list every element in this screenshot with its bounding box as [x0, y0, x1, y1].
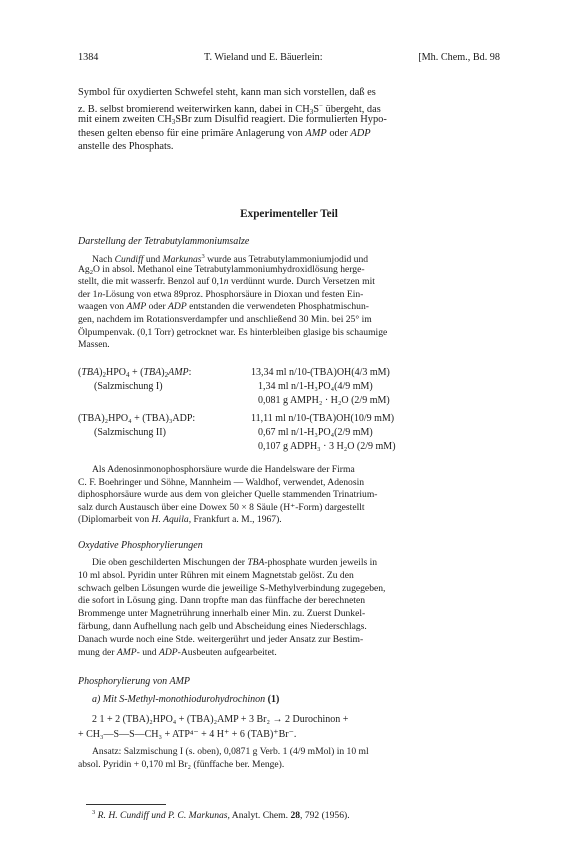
- paragraph-preparation: [78, 251, 500, 352]
- intro-line-3: mit einem zweiten CH3SBr zum Disulfid reagiert. Die formulierten Hypo-: [78, 114, 387, 126]
- sources-line-4: salz durch Austausch über eine Dowex 50 × 8 Säule (H⁺-Form) dargestellt: [78, 501, 365, 513]
- mixture-1-label: (Salzmischung I): [94, 381, 163, 392]
- mixture-2-reagent-3: 0,107 g ADPH₃ · 3 H₂O (2/9 mM): [258, 441, 396, 452]
- sources-line-3: diphosphorsäure wurde aus dem von gleicher Quelle stammenden Trinatrium-: [78, 489, 378, 501]
- oxid-line-7: Danach wurde noch eine Stde. weitergerührt und jeder Ansatz zur Bestim-: [78, 633, 364, 645]
- intro-line-1: Symbol für oxydierten Schwefel steht, kann man sich vorstellen, daß es: [78, 87, 376, 98]
- subsection-heading-oxidative: Oxydative Phosphorylierungen: [78, 540, 203, 551]
- prep-line-8: Massen.: [78, 339, 110, 351]
- prep-line-1: Nach Cundiff und Markunas$^3$ wurde aus Tetrabutylammoniumjodid und: [92, 253, 369, 265]
- oxid-line-8: mung der AMP- und ADP-Ausbeuten aufgearbeitet.: [78, 646, 277, 658]
- subsection-heading-tba-salts: Darstellung der Tetrabutylammoniumsalze: [78, 236, 250, 247]
- prep-line-3: stellt, die mit wasserfr. Benzol auf 0,1n verdünnt wurde. Durch Versetzen mit: [78, 276, 375, 288]
- page-number: 1384: [78, 52, 99, 63]
- mixture-1-reagent-1: 13,34 ml n/10-(TBA)OH(4/3 mM): [251, 367, 390, 378]
- mixture-1-formula: $(TBA)_2HPO_4 + (TBA)_2AMP$:: [78, 367, 192, 379]
- intro-line-5: anstelle des Phosphats.: [78, 141, 174, 152]
- prep-line-7: Ölpumpenvak. (0,1 Torr) getrocknet war. Es hinterbleiben glasige bis schaumige: [78, 326, 388, 338]
- intro-line-4: thesen gelten ebenso für eine primäre Anlagerung von AMP oder ADP: [78, 127, 371, 139]
- running-header: [78, 52, 500, 66]
- mixture-1-reagent-2: 1,34 ml n/1-H₃PO₄(4/9 mM): [258, 381, 373, 392]
- intro-paragraph: [78, 86, 500, 154]
- paragraph-batch: [78, 746, 500, 772]
- mixture-2-label: (Salzmischung II): [94, 427, 166, 438]
- mixture-1-reagent-3: 0,081 g AMPH₂ · H₂O (2/9 mM): [258, 395, 390, 406]
- batch-line-2: absol. Pyridin + 0,170 ml Br₂ (fünffache ber. Menge).: [78, 759, 285, 770]
- prep-line-6: gen, nachdem im Rotationsverdampfer und anschließend 30 Min. bei 25° im: [78, 313, 372, 325]
- oxid-line-4: die sofort in Lösung ging. Dann tropfte man das fünffache der berechneten: [78, 595, 366, 607]
- sources-line-1: Als Adenosinmonophosphorsäure wurde die Handelsware der Firma: [92, 464, 355, 475]
- sources-line-5: (Diplomarbeit von H. Aquila, Frankfurt a. M., 1967).: [78, 514, 282, 526]
- prep-line-4: der 1n-Lösung von etwa 89proz. Phosphorsäure in Dioxan und festen Ein-: [78, 288, 364, 300]
- mixture-2-reagent-1: 11,11 ml n/10-(TBA)OH(10/9 mM): [251, 413, 395, 424]
- intro-line-2: z. B. selbst bromierend weiterwirken kann, dabei in CH3S− übergeht, das: [78, 101, 381, 116]
- running-title: T. Wieland und E. Bäuerlein:: [204, 52, 323, 63]
- oxid-line-1: Die oben geschilderten Mischungen der TBA-phosphate wurden jeweils in: [92, 557, 378, 568]
- mixture-2-reagent-2: 0,67 ml n/1-H₃PO₄(2/9 mM): [258, 427, 373, 438]
- mixture-2-formula: (TBA)₂HPO₄ + (TBA)₃ADP:: [78, 413, 196, 424]
- section-heading-experimental: Experimenteller Teil: [240, 208, 338, 220]
- oxid-line-6: färbung, dann Aufhellung nach gelb und Abscheidung eines Niederschlags.: [78, 620, 367, 632]
- footnote-rule: [86, 804, 166, 805]
- sources-line-2: C. F. Boehringer und Söhne, Mannheim — Waldhof, verwendet, Adenosin: [78, 476, 365, 488]
- prep-line-2: $Ag_2O$ in absol. Methanol eine Tetrabutylammoniumhydroxidlösung herge-: [78, 263, 365, 276]
- footnote-3: $^3$ R. H. Cundiff und P. C. Markunas, Analyt. Chem. 28, 792 (1956).: [92, 809, 350, 821]
- paragraph-sources: [78, 464, 500, 527]
- oxid-line-2: 10 ml absol. Pyridin unter Rühren mit einem Magnetstab gelöst. Zu den: [78, 569, 354, 581]
- subsection-heading-amp: Phosphorylierung von AMP: [78, 676, 191, 687]
- reaction-equation-line-2: + CH₃—S—S—CH₃ + ATP⁴⁻ + 4 H⁺ + 6 (TAB)⁺Br⁻.: [78, 729, 297, 740]
- batch-line-1: Ansatz: Salzmischung I (s. oben), 0,0871 g Verb. 1 (4/9 mMol) in 10 ml: [92, 746, 369, 757]
- oxid-line-5: Brommenge unter Magnetrührung innerhalb einer Min. zu. Zuerst Dunkel-: [78, 608, 366, 620]
- oxid-line-3: schwach gelben Lösungen wurde die jeweilige S-Methylverbindung zugegeben,: [78, 582, 386, 594]
- paragraph-oxidative: [78, 557, 500, 659]
- reaction-equation-line-1: 2 1 + 2 (TBA)₂HPO₄ + (TBA)₂AMP + 3 Br₂ → 2 Durochinon +: [92, 714, 349, 725]
- subsection-a-heading: a) Mit S-Methyl-monothiodurohydrochinon (1): [92, 694, 280, 705]
- journal-reference: [Mh. Chem., Bd. 98: [418, 52, 500, 63]
- prep-line-5: waagen von AMP oder ADP entstanden die verwendeten Phosphatmischun-: [78, 301, 369, 313]
